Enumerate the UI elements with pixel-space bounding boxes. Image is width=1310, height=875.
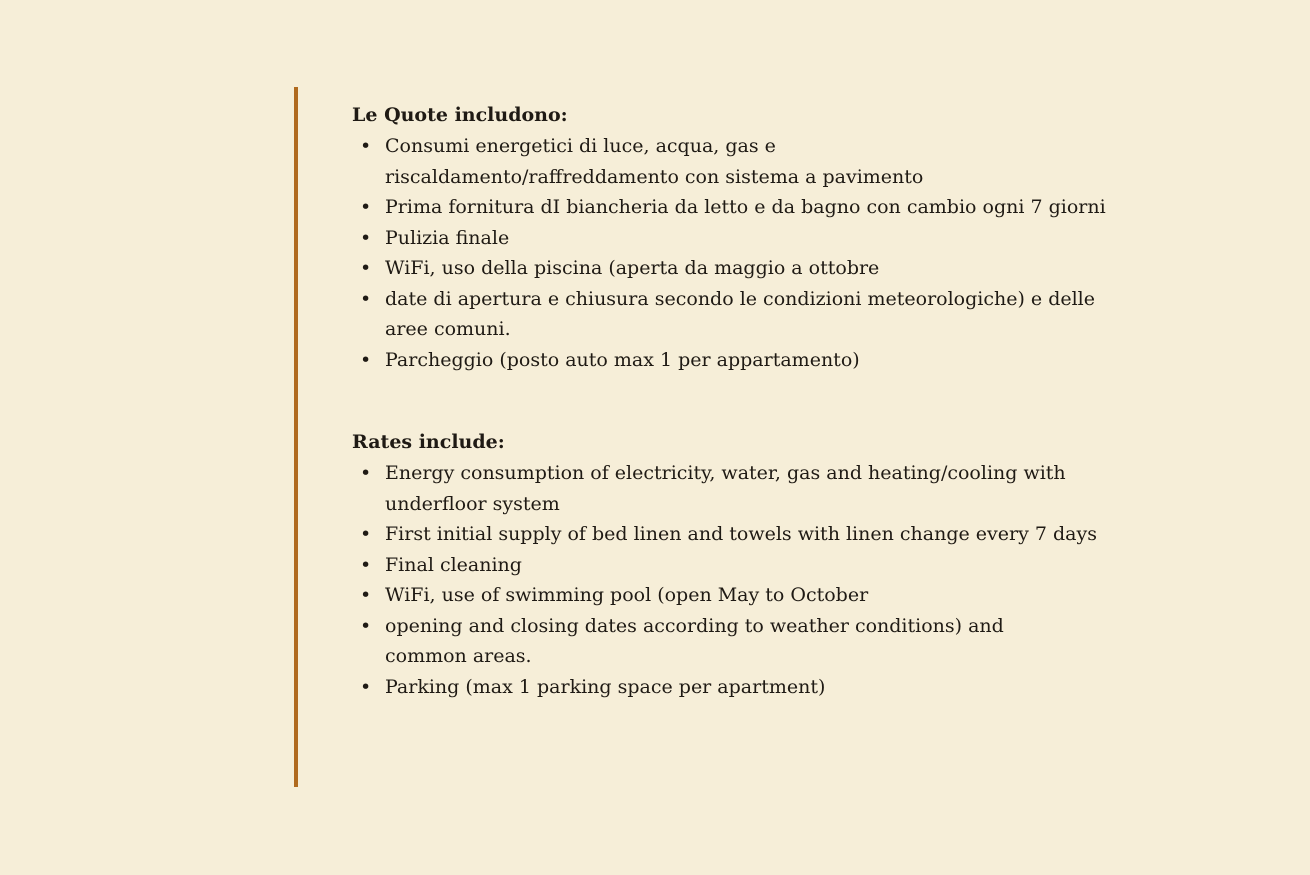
section-spacer (352, 375, 1112, 427)
list-item: • First initial supply of bed linen and towels with linen change every 7 days (352, 519, 1110, 550)
list-item: • Final cleaning (352, 550, 1112, 581)
italian-list (352, 131, 1112, 375)
accent-bar (294, 87, 298, 787)
list-item: • Consumi energetici di luce, acqua, gas e riscaldamento/raffreddamento con sistema a pavimento (352, 131, 985, 192)
italian-section-title: Le Quote includono: (352, 104, 568, 126)
list-item: • date di apertura e chiusura secondo le condizioni meteorologiche) e delle aree comuni. (352, 284, 1130, 345)
english-list (352, 458, 1112, 702)
list-item: • Prima fornitura dI biancheria da letto e da bagno con cambio ogni 7 giorni (352, 192, 1110, 223)
list-item: • Energy consumption of electricity, water, gas and heating/cooling with underfloor system (352, 458, 1110, 519)
english-section-title: Rates include: (352, 431, 505, 453)
rates-content (352, 100, 1112, 702)
list-item: • Parcheggio (posto auto max 1 per appartamento) (352, 345, 1112, 376)
list-item: • Parking (max 1 parking space per apartment) (352, 672, 1112, 703)
list-item: • Pulizia finale (352, 223, 1112, 254)
list-item: • WiFi, uso della piscina (aperta da maggio a ottobre (352, 253, 1112, 284)
list-item: • opening and closing dates according to weather conditions) and common areas. (352, 611, 1085, 672)
list-item: • WiFi, use of swimming pool (open May to October (352, 580, 1112, 611)
